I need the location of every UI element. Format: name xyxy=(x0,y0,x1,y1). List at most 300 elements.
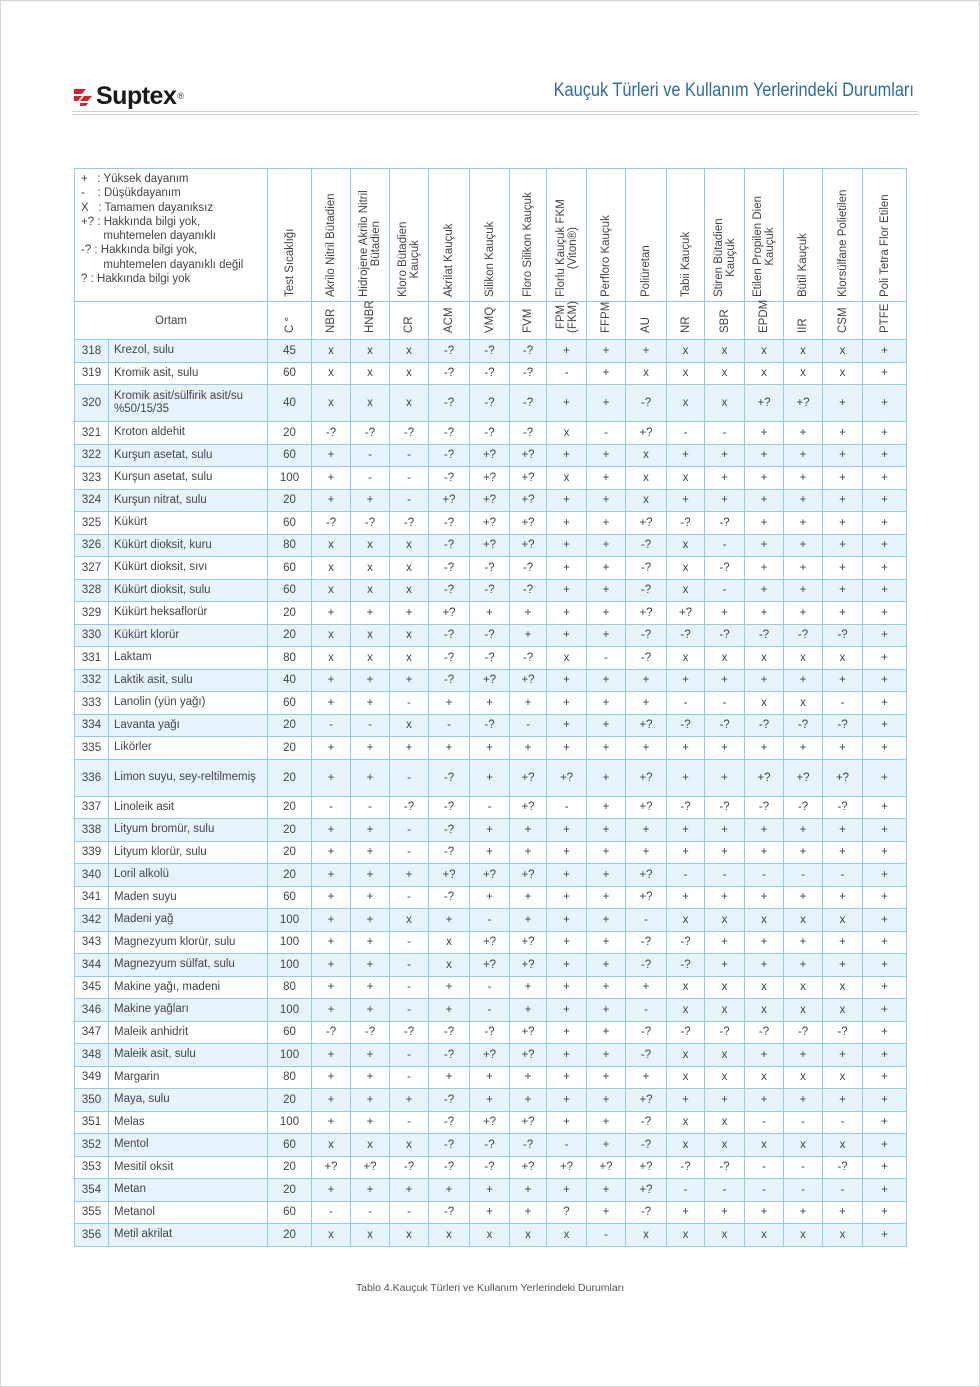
resistance-value: + xyxy=(784,534,823,557)
resistance-value: + xyxy=(510,841,547,864)
resistance-value: +? xyxy=(470,669,510,692)
resistance-value: - xyxy=(351,714,390,737)
resistance-value: + xyxy=(705,819,745,842)
resistance-value: + xyxy=(470,1201,510,1224)
resistance-value: x xyxy=(312,340,351,363)
rubber-name-line: Floro Silikon Kauçuk xyxy=(522,192,534,297)
rubber-name-line: Bütadien xyxy=(370,220,382,267)
medium-name: Krezol, sulu xyxy=(109,340,268,363)
resistance-value: + xyxy=(587,796,626,819)
resistance-value: + xyxy=(547,886,587,909)
rubber-name-header xyxy=(745,169,784,302)
legend-line: - : Düşükdayanım xyxy=(81,187,181,200)
resistance-value: +? xyxy=(745,759,784,796)
brand-registered-mark: ® xyxy=(177,91,184,101)
rubber-code-text: NBR xyxy=(325,308,337,333)
resistance-value: + xyxy=(823,579,863,602)
resistance-value: - xyxy=(705,692,745,715)
resistance-value: + xyxy=(784,512,823,535)
resistance-value: -? xyxy=(429,819,470,842)
table-row xyxy=(75,647,907,670)
resistance-value: - xyxy=(390,999,429,1022)
resistance-value: -? xyxy=(429,557,470,580)
rubber-name-header xyxy=(587,169,626,302)
resistance-value: + xyxy=(863,1156,907,1179)
resistance-value: + xyxy=(626,669,667,692)
resistance-value: x xyxy=(667,909,705,932)
resistance-value: + xyxy=(823,534,863,557)
row-number: 322 xyxy=(75,444,109,467)
resistance-value: + xyxy=(312,467,351,490)
resistance-value: + xyxy=(784,489,823,512)
resistance-value: x xyxy=(705,1044,745,1067)
resistance-value: -? xyxy=(705,714,745,737)
rubber-name xyxy=(600,215,612,297)
resistance-value: x xyxy=(470,1224,510,1247)
resistance-value: + xyxy=(823,512,863,535)
resistance-value: + xyxy=(510,624,547,647)
resistance-value: + xyxy=(823,444,863,467)
resistance-value: + xyxy=(784,557,823,580)
resistance-value: - xyxy=(390,1201,429,1224)
rubber-name xyxy=(358,190,382,297)
resistance-value: - xyxy=(784,1156,823,1179)
resistance-value: + xyxy=(547,864,587,887)
resistance-value: + xyxy=(863,1201,907,1224)
row-number: 325 xyxy=(75,512,109,535)
resistance-value: - xyxy=(390,819,429,842)
rubber-code-text: FFPM xyxy=(600,301,612,333)
resistance-value: + xyxy=(390,669,429,692)
resistance-value: -? xyxy=(626,1044,667,1067)
resistance-value: + xyxy=(547,909,587,932)
resistance-value: -? xyxy=(626,1201,667,1224)
resistance-value: + xyxy=(351,1179,390,1202)
resistance-value: + xyxy=(351,999,390,1022)
resistance-value: x xyxy=(547,647,587,670)
resistance-value: x xyxy=(351,385,390,422)
medium-name: Magnezyum sülfat, sulu xyxy=(109,954,268,977)
resistance-value: -? xyxy=(429,444,470,467)
resistance-value: x xyxy=(547,422,587,445)
resistance-value: + xyxy=(351,602,390,625)
resistance-value: x xyxy=(784,999,823,1022)
resistance-value: -? xyxy=(667,624,705,647)
resistance-value: -? xyxy=(390,1021,429,1044)
row-number: 339 xyxy=(75,841,109,864)
row-number: 336 xyxy=(75,759,109,796)
resistance-value: + xyxy=(510,737,547,760)
resistance-value: + xyxy=(745,886,784,909)
resistance-value: - xyxy=(390,1066,429,1089)
resistance-value: - xyxy=(667,864,705,887)
medium-name: Laktik asit, sulu xyxy=(109,669,268,692)
resistance-value: +? xyxy=(510,1156,547,1179)
resistance-value: + xyxy=(863,1134,907,1157)
medium-header: Ortam xyxy=(75,302,268,340)
resistance-value: -? xyxy=(470,362,510,385)
resistance-value: + xyxy=(390,602,429,625)
legend-line: -? : Hakkında bilgi yok, xyxy=(81,244,198,257)
resistance-value: + xyxy=(312,999,351,1022)
rubber-name-line: Etilen Propilen Dien xyxy=(752,195,764,297)
resistance-value: + xyxy=(587,557,626,580)
resistance-value: -? xyxy=(626,624,667,647)
resistance-value: ? xyxy=(547,1201,587,1224)
resistance-value: x xyxy=(312,385,351,422)
resistance-value: + xyxy=(351,909,390,932)
resistance-value: + xyxy=(312,1179,351,1202)
resistance-value: + xyxy=(351,931,390,954)
rubber-name-line: Perfloro Kauçuk xyxy=(600,215,612,297)
resistance-value: x xyxy=(823,362,863,385)
resistance-value: + xyxy=(587,362,626,385)
rubber-code-header xyxy=(745,299,784,340)
test-temperature: 60 xyxy=(268,579,312,602)
resistance-value: + xyxy=(587,692,626,715)
test-temperature: 20 xyxy=(268,624,312,647)
resistance-value: x xyxy=(667,1066,705,1089)
resistance-value: +? xyxy=(510,489,547,512)
resistance-value: + xyxy=(705,841,745,864)
test-temperature: 40 xyxy=(268,385,312,422)
medium-name: Kromik asit/sülfirik asit/su %50/15/35 xyxy=(109,385,268,422)
medium-name: Makine yağları xyxy=(109,999,268,1022)
resistance-value: + xyxy=(587,602,626,625)
rubber-code-header xyxy=(547,302,587,340)
resistance-value: + xyxy=(547,579,587,602)
rubber-name xyxy=(484,222,496,297)
resistance-value: x xyxy=(823,909,863,932)
test-temperature: 20 xyxy=(268,602,312,625)
resistance-value: + xyxy=(351,489,390,512)
test-temperature: 60 xyxy=(268,692,312,715)
table-row xyxy=(75,669,907,692)
resistance-value: + xyxy=(745,1089,784,1112)
resistance-value: + xyxy=(587,737,626,760)
resistance-value: + xyxy=(823,1044,863,1067)
resistance-value: -? xyxy=(351,512,390,535)
resistance-value: x xyxy=(312,624,351,647)
table-row xyxy=(75,1201,907,1224)
resistance-value: x xyxy=(390,557,429,580)
resistance-value: - xyxy=(390,489,429,512)
rubber-code xyxy=(879,304,891,333)
resistance-value: +? xyxy=(470,864,510,887)
resistance-value: +? xyxy=(745,385,784,422)
resistance-value: + xyxy=(390,1179,429,1202)
resistance-value: -? xyxy=(667,1156,705,1179)
resistance-value: x xyxy=(705,1111,745,1134)
resistance-value: x xyxy=(312,1224,351,1247)
resistance-value: + xyxy=(587,864,626,887)
resistance-value: + xyxy=(863,759,907,796)
resistance-value: +? xyxy=(626,886,667,909)
resistance-value: - xyxy=(390,931,429,954)
resistance-value: - xyxy=(351,467,390,490)
resistance-value: x xyxy=(429,931,470,954)
resistance-value: x xyxy=(667,467,705,490)
resistance-value: x xyxy=(667,976,705,999)
rubber-code-text: PTFE xyxy=(878,303,891,333)
resistance-value: + xyxy=(587,489,626,512)
resistance-value: + xyxy=(667,489,705,512)
table-row xyxy=(75,467,907,490)
resistance-value: +? xyxy=(510,1044,547,1067)
resistance-value: - xyxy=(626,909,667,932)
rubber-name xyxy=(522,192,534,297)
resistance-value: + xyxy=(351,864,390,887)
resistance-value: -? xyxy=(823,714,863,737)
resistance-value: x xyxy=(667,1111,705,1134)
resistance-value: -? xyxy=(351,1021,390,1044)
row-number: 341 xyxy=(75,886,109,909)
rubber-code-header xyxy=(863,302,907,340)
resistance-value: -? xyxy=(470,340,510,363)
resistance-value: x xyxy=(784,1066,823,1089)
resistance-value: +? xyxy=(470,954,510,977)
table-row xyxy=(75,1089,907,1112)
resistance-value: -? xyxy=(470,714,510,737)
test-temperature: 100 xyxy=(268,909,312,932)
resistance-value: x xyxy=(429,1224,470,1247)
resistance-value: - xyxy=(745,864,784,887)
resistance-value: + xyxy=(823,954,863,977)
rubber-name-header xyxy=(312,169,351,302)
table-row xyxy=(75,692,907,715)
rubber-name-header xyxy=(705,169,745,302)
resistance-value: -? xyxy=(784,714,823,737)
resistance-value: + xyxy=(510,886,547,909)
resistance-value: + xyxy=(863,669,907,692)
medium-name: Maleik anhidrit xyxy=(109,1021,268,1044)
medium-name: Kükürt klorür xyxy=(109,624,268,647)
resistance-value: -? xyxy=(429,759,470,796)
resistance-value: + xyxy=(470,737,510,760)
resistance-value: - xyxy=(351,1201,390,1224)
resistance-value: x xyxy=(784,909,823,932)
resistance-value: +? xyxy=(429,602,470,625)
resistance-value: + xyxy=(863,467,907,490)
table-row xyxy=(75,1179,907,1202)
medium-name: Metil akrilat xyxy=(109,1224,268,1247)
medium-name: Makine yağı, madeni xyxy=(109,976,268,999)
resistance-value: + xyxy=(705,759,745,796)
resistance-value: x xyxy=(351,534,390,557)
resistance-value: + xyxy=(510,1201,547,1224)
resistance-value: + xyxy=(547,340,587,363)
resistance-value: x xyxy=(705,647,745,670)
table-row xyxy=(75,1066,907,1089)
rubber-code xyxy=(719,309,731,333)
row-number: 334 xyxy=(75,714,109,737)
resistance-value: -? xyxy=(429,1134,470,1157)
resistance-value: + xyxy=(626,976,667,999)
table-row xyxy=(75,385,907,422)
resistance-value: -? xyxy=(390,422,429,445)
resistance-value: + xyxy=(784,444,823,467)
resistance-value: + xyxy=(705,489,745,512)
resistance-value: x xyxy=(705,340,745,363)
resistance-value: + xyxy=(667,737,705,760)
resistance-value: + xyxy=(312,841,351,864)
resistance-value: + xyxy=(823,385,863,422)
resistance-value: -? xyxy=(429,362,470,385)
resistance-value: + xyxy=(863,796,907,819)
resistance-value: x xyxy=(667,647,705,670)
resistance-value: + xyxy=(547,512,587,535)
medium-name: Loril alkolü xyxy=(109,864,268,887)
rubber-name xyxy=(325,193,337,297)
resistance-value: + xyxy=(745,422,784,445)
resistance-value: x xyxy=(745,1224,784,1247)
rubber-name xyxy=(752,196,776,297)
test-temperature: 60 xyxy=(268,444,312,467)
resistance-value: - xyxy=(823,1179,863,1202)
resistance-value: x xyxy=(390,714,429,737)
resistance-value: + xyxy=(745,1044,784,1067)
resistance-value: -? xyxy=(510,557,547,580)
resistance-value: + xyxy=(863,714,907,737)
resistance-value: + xyxy=(823,1201,863,1224)
resistance-value: -? xyxy=(510,422,547,445)
resistance-value: + xyxy=(470,841,510,864)
medium-name: Kurşun asetat, sulu xyxy=(109,444,268,467)
resistance-value: x xyxy=(390,362,429,385)
resistance-value: + xyxy=(547,1111,587,1134)
resistance-value: -? xyxy=(510,385,547,422)
resistance-value: + xyxy=(705,931,745,954)
rubber-code-text: SBR xyxy=(718,309,731,333)
resistance-value: + xyxy=(587,624,626,647)
rubber-name-line: Florlu Kauçuk FKM xyxy=(554,199,567,297)
resistance-value: -? xyxy=(510,579,547,602)
resistance-value: -? xyxy=(429,669,470,692)
resistance-value: -? xyxy=(784,624,823,647)
medium-name: Mentol xyxy=(109,1134,268,1157)
test-temperature: 60 xyxy=(268,512,312,535)
resistance-value: - xyxy=(312,796,351,819)
suptex-logo-icon xyxy=(72,85,94,107)
resistance-value: + xyxy=(312,819,351,842)
resistance-value: + xyxy=(863,362,907,385)
table-row xyxy=(75,489,907,512)
resistance-value: x xyxy=(667,557,705,580)
resistance-value: - xyxy=(390,954,429,977)
resistance-value: +? xyxy=(470,1111,510,1134)
rubber-code-text: AU xyxy=(640,317,652,333)
resistance-value: -? xyxy=(429,1044,470,1067)
resistance-value: -? xyxy=(667,954,705,977)
resistance-value: + xyxy=(312,1044,351,1067)
test-temperature: 100 xyxy=(268,999,312,1022)
resistance-value: + xyxy=(863,954,907,977)
resistance-value: + xyxy=(823,819,863,842)
resistance-value: -? xyxy=(470,1021,510,1044)
resistance-value: +? xyxy=(470,512,510,535)
resistance-value: - xyxy=(705,864,745,887)
rubber-name xyxy=(555,199,579,297)
resistance-value: +? xyxy=(470,444,510,467)
table-row xyxy=(75,999,907,1022)
row-number: 331 xyxy=(75,647,109,670)
resistance-value: x xyxy=(547,467,587,490)
rubber-name-line: Bütil Kauçuk xyxy=(797,233,809,297)
resistance-value: + xyxy=(587,534,626,557)
rubber-name-header xyxy=(429,169,470,302)
resistance-value: + xyxy=(312,444,351,467)
resistance-value: +? xyxy=(784,385,823,422)
resistance-value: + xyxy=(784,841,823,864)
rubber-name-line: Akrilat Kauçuk xyxy=(443,223,455,297)
resistance-value: -? xyxy=(429,1111,470,1134)
row-number: 324 xyxy=(75,489,109,512)
medium-name: Melas xyxy=(109,1111,268,1134)
rubber-code xyxy=(555,301,579,333)
test-temperature: 20 xyxy=(268,489,312,512)
resistance-value: - xyxy=(823,692,863,715)
resistance-value: +? xyxy=(470,1044,510,1067)
rubber-code xyxy=(325,309,337,333)
row-number: 351 xyxy=(75,1111,109,1134)
rubber-code xyxy=(443,307,455,333)
resistance-value: + xyxy=(705,954,745,977)
resistance-value: + xyxy=(587,1044,626,1067)
resistance-value: + xyxy=(784,669,823,692)
table-row xyxy=(75,1224,907,1247)
medium-name: Kromik asit, sulu xyxy=(109,362,268,385)
rubber-name-line: Klorsülfane Polietilen xyxy=(836,189,849,297)
table-row xyxy=(75,362,907,385)
resistance-value: x xyxy=(823,976,863,999)
row-number: 352 xyxy=(75,1134,109,1157)
unit-label: C ° xyxy=(283,316,296,333)
resistance-value: +? xyxy=(510,1021,547,1044)
resistance-value: + xyxy=(705,1201,745,1224)
resistance-value: -? xyxy=(626,931,667,954)
resistance-value: +? xyxy=(626,1156,667,1179)
rubber-name-line: Hidrojene Akrilo Nitril xyxy=(358,190,370,297)
rubber-name-header xyxy=(863,169,907,302)
resistance-value: - xyxy=(470,909,510,932)
resistance-value: -? xyxy=(470,385,510,422)
resistance-value: +? xyxy=(510,759,547,796)
resistance-value: - xyxy=(784,864,823,887)
resistance-value: + xyxy=(626,819,667,842)
test-temperature: 20 xyxy=(268,759,312,796)
resistance-value: + xyxy=(863,819,907,842)
rubber-name xyxy=(797,233,809,297)
resistance-value: + xyxy=(784,602,823,625)
resistance-value: + xyxy=(510,999,547,1022)
rubber-name xyxy=(397,222,421,297)
row-number: 333 xyxy=(75,692,109,715)
resistance-value: +? xyxy=(470,534,510,557)
resistance-value: + xyxy=(863,647,907,670)
resistance-value: + xyxy=(312,909,351,932)
test-temperature: 20 xyxy=(268,864,312,887)
resistance-value: + xyxy=(547,819,587,842)
medium-name: Likörler xyxy=(109,737,268,760)
test-temperature: 60 xyxy=(268,1134,312,1157)
resistance-value: + xyxy=(784,886,823,909)
resistance-value: -? xyxy=(429,1089,470,1112)
resistance-value: x xyxy=(784,647,823,670)
resistance-value: x xyxy=(823,1134,863,1157)
rubber-name-header xyxy=(510,169,547,302)
table-row xyxy=(75,444,907,467)
rubber-code-header xyxy=(626,302,667,340)
